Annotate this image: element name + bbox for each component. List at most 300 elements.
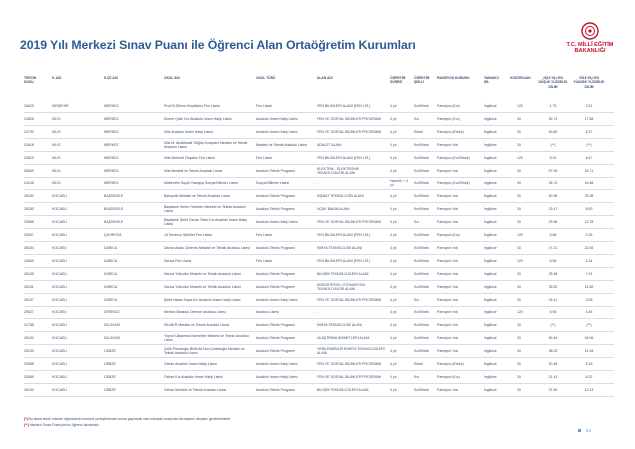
cell-sekil: Kız/Erkek [414,245,429,250]
cell-2018: 8.53 [585,207,593,212]
cell-alan: KİMYA TEKNOLOJİSİ ALANI [317,245,362,250]
cell-dil: İngilizce [484,129,497,134]
cell-okul: Gebze Anadolu İmam Hatip Lisesi [164,362,217,366]
cell-tur: Anadolu Teknik Programı [256,336,296,341]
cell-2018: 7.91 [585,271,593,276]
cell-alan: FEN BİLİMLERİ ALANI (FEN LİS.) [317,258,371,263]
cell-alan: ENDÜSTRİYEL OTOMASYON TEKNOLOJİLERİ ALANI [317,282,366,291]
cell-dil: İngilizce [484,310,497,315]
cell-code: 25192 [24,336,34,341]
cell-dil: İngilizce [484,374,497,379]
cell-il: KİLİS [52,168,61,173]
cell-il: KOCAELİ [52,284,68,289]
cell-dil: İngilizce [484,207,497,212]
cell-kontenjan: 30 [517,129,521,134]
cell-kontenjan: 30 [517,142,521,147]
cell-dil: İngilizce [484,336,497,341]
cell-okul: Bahçecik Mesleki ve Teknik Anadolu Lisesi [164,194,231,199]
cell-sure: 4 yıl [390,258,397,263]
cell-pansiyon: Pansiyon Yok [437,310,459,315]
cell-dil: İngilizce [484,297,497,302]
cell-il: KOCAELİ [52,297,68,302]
cell-sure: Hazırlık + 4 yıl [390,179,408,188]
cell-2019: 23.55 [548,220,558,225]
cell-sekil: Kız/Erkek [414,258,429,263]
cell-tur: Fen Lisesi [256,104,272,108]
cell-pansiyon: Pansiyon Yok [437,245,459,250]
cell-tur: Anadolu Lisesi [256,310,279,315]
cell-il: KİLİS [52,116,61,121]
cell-2019: 6.56 [549,258,557,263]
cell-alan: UÇAK BAKIM ALANI [317,207,350,212]
cell-dil: İngilizce [484,181,497,186]
crest-icon [578,22,602,40]
cell-kontenjan: 30 [517,297,521,302]
table-row [24,190,614,203]
cell-2019: 20.48 [548,362,558,366]
cell-okul: Kilis M. Abdülkadir Döğüş Kızılçakır Mesleki ve Teknik Anadolu Lisesi [164,140,248,149]
table-row [24,268,614,281]
cell-tur: Fen Lisesi [256,258,272,263]
cell-okul: Darıca Fen Lisesi [164,258,192,263]
table-header [24,76,614,100]
cell-code: 25187 [24,297,34,302]
cell-2019: 37.60 [548,387,558,392]
table-row [24,255,614,268]
cell-code: 31616 [24,142,34,147]
cell-code: 25183 [24,207,34,212]
table-row [24,165,614,178]
table-row [24,242,614,255]
cell-2019: 18.41 [548,297,558,302]
cell-code: 24106 [24,181,34,186]
col-kontenjan: KONTENJAN [510,76,531,80]
cell-code: 25069 [24,374,34,379]
cell-sure: 4 yıl [390,194,397,199]
cell-2018: 17.68 [584,116,594,121]
cell-ilce: MERKEZ [104,129,119,134]
cell-2019: 5.86 [549,233,557,237]
cell-alan: FEN VE SOSYAL BİLİMLER PROGRAMI [317,374,382,379]
cell-okul: Müberrem Suphi Yavaşça Sosyal Bilimler Lisesi [164,181,238,186]
cell-ilce: GEBZE [104,374,116,379]
cell-ilce: MERKEZ [104,142,119,147]
cell-tur: Anadolu Teknik Programı [256,194,296,199]
table-row [24,203,614,216]
footnotes [24,417,494,428]
cell-code: 25057 [24,233,34,237]
table-row [24,358,614,371]
cell-code: 25185 [24,271,34,276]
cell-ilce: DİLOVASI [104,323,120,328]
cell-sure: 4 yıl [390,104,397,108]
cell-2019: 60.96 [548,194,558,199]
cell-ilce: GEBZE [104,387,116,392]
cell-pansiyon: Pansiyon (Kız/Erkek) [437,181,470,186]
cell-tur: Anadolu Teknik Programı [256,207,296,212]
cell-il: KOCAELİ [52,362,68,366]
cell-2018: 0.21 [585,104,593,108]
cell-kontenjan: 120 [517,104,523,108]
cell-sure: 4 yıl [390,207,397,212]
cell-okul: Başiskele Şehit Özcan Özen Kız Anadolu İmam Hatip Lisesi [164,218,247,227]
cell-sure: 4 yıl [390,349,397,354]
cell-code: 25068 [24,362,34,366]
cell-alan: FEN VE SOSYAL BİLİMLER PROGRAMI [317,362,382,366]
cell-2018: 0.36 [585,233,593,237]
cell-2019: 28.70 [548,181,558,186]
cell-dil: İngilizce [484,323,497,328]
cell-pansiyon: Pansiyon Yok [437,258,459,263]
cell-pansiyon: Pansiyon (Kız) [437,116,460,121]
cell-tur: Mesleki ve Teknik Anadolu Lisesi [256,142,307,147]
cell-code: 25627 [24,310,34,315]
cell-2018: 4.45 [585,310,593,315]
cell-kontenjan: 30 [517,271,521,276]
cell-okul: Darıca Aslan Çimento Mesleki ve Teknik Anadolu Lisesi [164,245,250,250]
cell-sekil: Kız/Erkek [414,336,429,341]
col-yabanci-dil: YABANCI DİL [484,76,499,85]
cell-tur: Anadolu Teknik Programı [256,245,296,250]
cell-code: 24806 [24,116,34,121]
cell-okul: Gebze Mesleki ve Teknik Anadolu Lisesi [164,387,227,392]
cell-sekil: Kız/Erkek [414,233,429,237]
cell-2018: 18.06 [584,336,594,341]
table-row [24,345,614,358]
col-okul-turu: OKUL TÜRÜ [256,76,276,80]
cell-il: KOCAELİ [52,387,68,392]
cell-2019: (**) [550,323,556,328]
cell-alan: FEN BİLİMLERİ ALANI (FEN LİS.) [317,233,371,237]
cell-code: 25181 [24,284,34,289]
cell-kontenjan: 120 [517,310,523,315]
table-row [24,152,614,165]
cell-pansiyon: Pansiyon Yok [437,297,459,302]
cell-2019: 57.94 [548,168,558,173]
cell-sekil: Kız/Erkek [414,310,429,315]
cell-sekil: Kız [414,220,420,225]
cell-code: 25066 [24,220,34,225]
cell-alan: FEN BİLİMLERİ ALANI (FEN LİS.) [317,155,371,160]
col-tercih-kodu: TERCİH KODU [24,76,37,85]
cell-il: KOCAELİ [52,207,68,212]
cell-kontenjan: 30 [517,349,521,354]
cell-dil: İngilizce [484,233,497,237]
cell-dil: İngilizce [484,271,497,276]
cell-pansiyon: Pansiyon Yok [437,387,459,392]
cell-code: 35069 [24,168,34,173]
cell-2018: 5.18 [585,362,593,366]
cell-2019: 23.47 [548,207,558,212]
cell-ilce: MERKEZ [104,116,119,121]
cell-dil: İngilizce [484,194,497,199]
col-ilce-adi: İLÇE ADI [104,76,118,80]
cell-alan: FEN BİLİMLERİ ALANI (FEN LİS.) [317,104,371,108]
cell-pansiyon: Pansiyon Yok [437,207,459,212]
table-row [24,113,614,126]
cell-okul: Yılport Ulaştırma Hizmetleri Mesleki ve Teknik Anadolu Lisesi [164,334,249,343]
cell-alan: FEN VE SOSYAL BİLİMLER PROGRAMI [317,116,382,121]
cell-code: 25194 [24,387,34,392]
cell-okul: Prof.Dr.Ethem Küçükkılıç Fen Lisesi [164,104,220,108]
cell-pansiyon: Pansiyon Yok [437,220,459,225]
cell-code: 34629 [24,104,34,108]
cell-sekil: Kız/Erkek [414,349,429,354]
cell-2019: 8.31 [549,155,557,160]
cell-sure: 4 yıl [390,116,397,121]
cell-sekil: Kız/Erkek [414,155,429,160]
cell-pansiyon: Pansiyon Yok [437,194,459,199]
cell-il: KOCAELİ [52,310,68,315]
cell-kontenjan: 30 [517,374,521,379]
cell-dil: İngilizce [484,155,497,160]
cell-il: KİLİS [52,129,61,134]
cell-pansiyon: Pansiyon (Kız) [437,233,460,237]
cell-il: KOCAELİ [52,271,68,276]
cell-il: KOCAELİ [52,245,68,250]
cell-2018: 8.37 [585,129,593,134]
table-row [24,332,614,345]
table-row [24,384,614,397]
cell-kontenjan: 30 [517,220,521,225]
cell-kontenjan: 90 [517,181,521,186]
logo-line-1: T.C. MİLLÎ EĞİTİM [566,42,614,48]
cell-2018: 14.82 [584,284,594,289]
cell-okul: Başiskele Selim Yürekten Mesleki ve Teknik Anadolu Lisesi [164,205,246,214]
cell-sure: 4 yıl [390,323,397,328]
cell-ilce: MERKEZ [104,104,119,108]
cell-il: KIRŞEHİR [52,104,69,108]
footnote-2 [24,423,494,429]
cell-ilce: MERKEZ [104,155,119,160]
cell-okul: Darıca Yıldızları Mesleki ve Teknik Anadolu Lisesi [164,271,241,276]
cell-sure: 4 yıl [390,271,397,276]
cell-alan: - [317,310,319,315]
cell-alan: BİLİŞİM TEKNOLOJİLERİ ALANI [317,387,369,392]
cell-2018: 3.08 [585,297,593,302]
cell-sure: 4 yıl [390,310,397,315]
cell-2018: 14.64 [584,349,594,354]
cell-2019: 49.80 [548,129,558,134]
cell-ilce: GEBZE [104,362,116,366]
cell-sure: 4 yıl [390,336,397,341]
cell-ilce: GEBZE [104,349,116,354]
cell-okul: Merkez Bankası Derince Anadolu Lisesi [164,310,226,315]
cell-pansiyon: Pansiyon (Erkek) [437,362,464,366]
cell-tur: Anadolu İmam Hatip Lisesi [256,374,298,379]
cell-sekil: Erkek [414,129,423,134]
cell-2019: (**) [550,142,556,147]
cell-code: 25182 [24,194,34,199]
cell-sure: 4 yıl [390,233,397,237]
cell-ilce: BAŞİSKELE [104,207,124,212]
col-alan-adi: ALAN ADI [317,76,333,80]
cell-code: 25193 [24,349,34,354]
table-row [24,126,614,139]
cell-tur: Fen Lisesi [256,155,272,160]
logo-line-2: BAKANLIĞI [574,48,606,54]
cell-dil: İngilizce [484,284,497,289]
table-row [24,294,614,307]
cell-pansiyon: Pansiyon Yok [437,284,459,289]
cell-alan: FEN VE SOSYAL BİLİMLER PROGRAMI [317,220,382,225]
cell-dil: İngilizce [484,258,497,263]
cell-sekil: Kız [414,116,420,121]
cell-kontenjan: 30 [517,323,521,328]
cell-okul: Ekrem Çetin Kız Anadolu İmam Hatip Lisesi [164,116,232,121]
table-row [24,306,614,319]
cell-sure: 4 yıl [390,245,397,250]
cell-il: KOCAELİ [52,233,68,237]
col-il-adi: İL ADI [52,76,62,80]
cell-il: KOCAELİ [52,349,68,354]
col-ogretim-suresi: ÖĞRETİM SÜRESİ [390,76,406,85]
cell-alan: FEN VE SOSYAL BİLİMLER PROGRAMI [317,297,382,302]
cell-alan: BİLİŞİM TEKNOLOJİLERİ ALANI [317,271,369,276]
cell-pansiyon: Pansiyon (Kız) [437,104,460,108]
cell-ilce: DARICA [104,271,118,276]
cell-2018: 6.22 [585,374,593,379]
cell-sekil: Kız/Erkek [414,181,429,186]
footnote-text: Merkezi Sınav Puanıyla hiç öğrenci alınamadı. [28,422,100,427]
col-ogretim-sekli: ÖĞRETİM ŞEKLİ [414,76,430,85]
cell-kontenjan: 120 [517,233,523,237]
cell-dil: İngilizce [484,142,497,147]
cell-ilce: BAŞİSKELE [104,220,124,225]
col-2019-dusuk: 2019 YILI EN DÜŞÜK YÜZDELİK DİLİM [538,76,568,89]
cell-ilce: DERİNCE [104,310,120,315]
cell-sure: 4 yıl [390,284,397,289]
cell-tur: Anadolu Teknik Programı [256,284,296,289]
cell-2019: 47.21 [548,245,558,250]
cell-2019: 26.74 [548,116,558,121]
cell-2018: (**) [586,142,592,147]
cell-sekil: Kız/Erkek [414,284,429,289]
cell-kontenjan: 30 [517,168,521,173]
cell-sure: 4 yıl [390,374,397,379]
cell-tur: Fen Lisesi [256,233,272,237]
cell-dil: İngilizce [484,104,497,108]
cell-ilce: BAŞİSKELE [104,194,124,199]
cell-dil: İngilizce [484,387,497,392]
cell-2019: 25.48 [548,271,558,276]
cell-pansiyon: Pansiyon Yok [437,336,459,341]
cell-tur: Anadolu İmam Hatip Lisesi [256,116,298,121]
cell-sekil: Kız/Erkek [414,142,429,147]
table-row [24,216,614,229]
cell-okul: Kilis Mesleki ve Teknik Anadolu Lisesi [164,168,223,173]
cell-sekil: Kız/Erkek [414,168,429,173]
cell-okul: Darıca Yıldızları Mesleki ve Teknik Anadolu Lisesi [164,284,241,289]
cell-tur: Anadolu Teknik Programı [256,168,296,173]
cell-2018: 22.46 [584,245,594,250]
cell-kontenjan: 120 [517,258,523,263]
table-row [24,281,614,294]
cell-ilce: DARICA [104,258,118,263]
table-row [24,177,614,190]
cell-kontenjan: 30 [517,245,521,250]
table-row [24,319,614,332]
cell-dil: İngilizce [484,362,497,366]
cell-2019: 1.75 [549,104,557,108]
cell-pansiyon: Pansiyon Yok [437,349,459,354]
cell-il: KİLİS [52,181,61,186]
cell-2018: 15.71 [584,168,594,173]
cell-sekil: Kız [414,374,420,379]
cell-sekil: Kız/Erkek [414,207,429,212]
cell-pansiyon: Pansiyon (Kız/Erkek) [437,155,470,160]
cell-2018: 13.13 [584,387,594,392]
cell-ilce: DİLOVASI [104,336,120,341]
cell-okul: Kilis Anadolu İmam Hatip Lisesi [164,129,213,134]
cell-code: 35184 [24,245,34,250]
cell-code: 24669 [24,258,34,263]
cell-pansiyon: Pansiyon Yok [437,323,459,328]
cell-sure: 4 yıl [390,297,397,302]
cell-dil: İngilizce [484,116,497,121]
cell-il: KOCAELİ [52,323,68,328]
cell-pansiyon: Pansiyon (Erkek) [437,129,464,134]
table-row [24,139,614,152]
cell-sure: 4 yıl [390,168,397,173]
col-2018-yuksek: 2018 YILI EN YÜKSEK YÜZDELİK DİLİM [573,76,605,89]
cell-il: KOCAELİ [52,194,68,199]
cell-sekil: Kız [414,297,420,302]
cell-ilce: MERKEZ [104,181,119,186]
cell-kontenjan: 30 [517,284,521,289]
cell-sekil: Kız/Erkek [414,323,429,328]
cell-ilce: ÇAYIROVA [104,233,122,237]
cell-okul: 15 Temmuz Şehitler Fen Lisesi [164,233,212,237]
cell-pansiyon: Pansiyon Yok [437,271,459,276]
footnote-mark: (*) [24,417,28,421]
footnote-mark: (**) [24,422,29,427]
cell-sure: 4 yıl [390,362,397,366]
cell-2018: 15.68 [584,181,594,186]
cell-tur: Anadolu Teknik Programı [256,349,296,354]
cell-alan: FEN VE SOSYAL BİLİMLER PROGRAMI [317,129,382,134]
cell-okul: Kilis Mehmet Özşahin Fen Lisesi [164,155,215,160]
footnote-text: Bu alana tercih edecek öğrencilerin merkezi yerleştirmeden sonra yapılacak olan mülakat sınavında da başarılı olmaları gerekmektedir. [27,417,231,421]
cell-alan: ADALET ALANI [317,142,342,147]
cell-pansiyon: Pansiyon Yok [437,142,459,147]
table-row [24,229,614,242]
cell-sekil: Kız/Erkek [414,387,429,392]
cell-okul: Çelik Pirincioğlu Birlik Ali Nuri Çelebioğlu Mesleki ve Teknik Anadolu Lisesi [164,347,245,356]
cell-2019: 6.95 [549,310,557,315]
cell-alan: ELEKTRİK - ELEKTRONİK TEKNOLOJİLERİ ALANI [317,166,360,175]
cell-okul: DİLMER Mesleki ve Teknik Anadolu Lisesi [164,323,230,328]
cell-tur: Anadolu İmam Hatip Lisesi [256,297,298,302]
cell-kontenjan: 30 [517,116,521,121]
cell-sure: 4 yıl [390,387,397,392]
cell-tur: Sosyal Bilimler Lisesi [256,181,289,186]
cell-ilce: MERKEZ [104,168,119,173]
cell-sekil: Kız/Erkek [414,104,429,108]
page-number-value: 54 [586,428,592,433]
cell-kontenjan: 30 [517,362,521,366]
page-number [578,428,591,433]
cell-code: 24790 [24,129,34,134]
cell-code: 24823 [24,155,34,160]
cell-tur: Anadolu Teknik Programı [256,323,296,328]
cell-kontenjan: 120 [517,155,523,160]
cell-sure: 4 yıl [390,220,397,225]
page-title: 2019 Yılı Merkezi Sınav Puanı ile Öğrenci Alan Ortaöğretim Kurumları [20,38,416,52]
cell-okul: Şehit Hasan Kaya Kız Anadolu İmam Hatip Lisesi [164,297,241,302]
cell-il: KOCAELİ [52,336,68,341]
cell-tur: Anadolu İmam Hatip Lisesi [256,129,298,134]
